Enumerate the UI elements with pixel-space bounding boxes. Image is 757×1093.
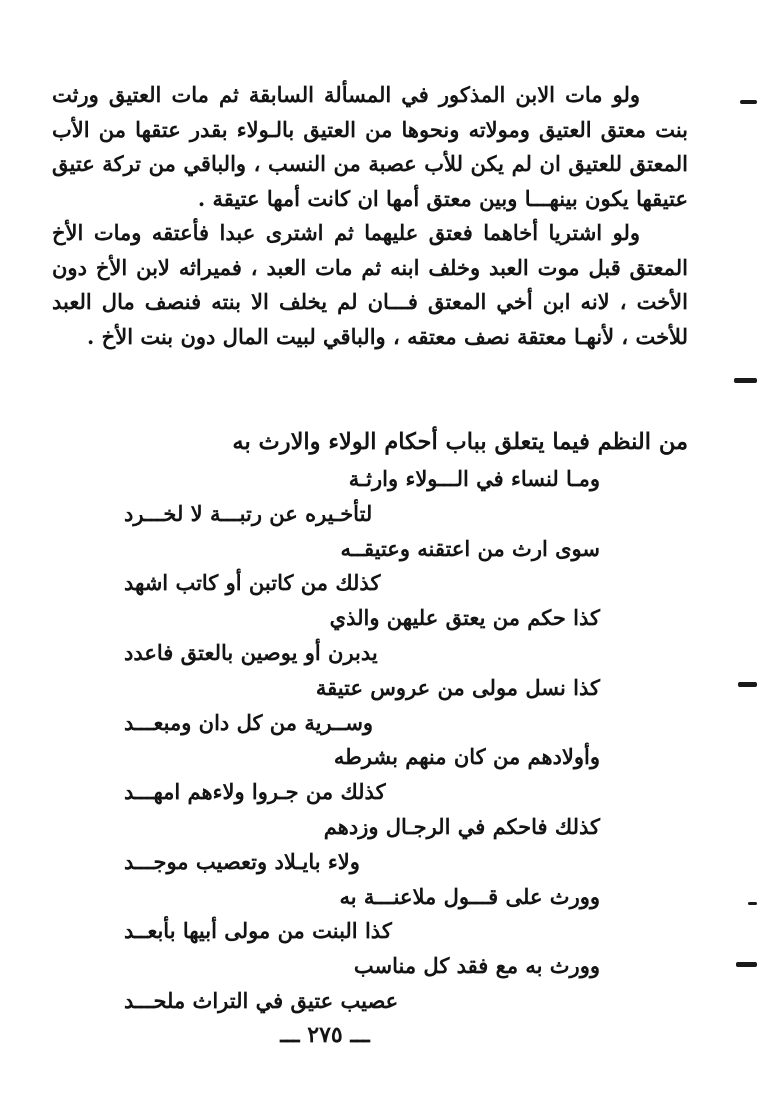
section-heading: من النظم فيما يتعلق بباب أحكام الولاء والارث به (232, 429, 688, 455)
poem-verse: عصيب عتيق في التراث ملحـــد (124, 987, 399, 1013)
margin-mark (748, 902, 757, 905)
poem-verse: وســرية من كل دان ومبعـــد (124, 709, 374, 735)
poem-verse: كذلك من جـروا ولاءهم امهـــد (124, 779, 386, 805)
poem-verse: كذا البنت من مولى أبيها بأبعــد (124, 918, 392, 944)
poem-verse: ولاء بايـلاد وتعصيب موجـــد (124, 848, 360, 874)
poem-verse: كذا نسل مولى من عروس عتيقة (315, 674, 600, 700)
poem-verse: وأولادهم من كان منهم بشرطه (333, 744, 600, 770)
poem-verse: لتأخـيره عن رتبـــة لا لخـــرد (124, 500, 373, 526)
prose-paragraph: ولو مات الابن المذكور في المسألة السابقة ثم مات العتيق ورثت بنت معتق العتيق ومولاته ونحوها من العتيق بالـولاء بقدر عتقها من الأب المعتق للعتيق ان لم يكن للأب عصبة من النسب ، والباقي من تركة عتيق عتيقها يكون بينهـــا وبين معتق أمها ان كانت أمها عتيقة . (52, 82, 688, 211)
poem-verse: كذا حكم من يعتق عليهن والذي (329, 605, 600, 631)
margin-mark (734, 378, 757, 383)
margin-mark (738, 682, 757, 687)
poem-verse: ومـا لنساء في الـــولاء وارثـة (348, 466, 600, 491)
poem-verse: يدبرن أو يوصين بالعتق فاعدد (124, 639, 378, 665)
poem-verse: وورث على قـــول ملاعنـــة به (339, 883, 600, 909)
poem-verse: كذلك من كاتبن أو كاتب اشهد (124, 570, 381, 596)
margin-mark (736, 962, 757, 967)
margin-mark (740, 100, 757, 104)
poem-verse: وورث به مع فقد كل مناسب (353, 953, 600, 979)
poem (110, 462, 600, 1019)
poem-verse: كذلك فاحكم في الرجـال وزدهم (323, 813, 600, 839)
poem-verse: سوى ارث من اعتقنه وعتيقــه (340, 535, 600, 561)
prose-paragraph: ولو اشتريا أخاهما فعتق عليهما ثم اشترى عبدا فأعتقه ومات الأخ المعتق قبل موت العبد وخلف ابنه ثم مات العبد ، فميراثه لابن الأخ دون الأخت ، لانه ابن أخي المعتق فـــان لم يخلف الا بنته فنصف مال العبد للأخت ، لأنهـا معتقة نصف معتقه ، والباقي لبيت المال دون بنت الأخ . (52, 220, 688, 349)
prose-section (52, 78, 688, 354)
page-number: ـــ ٢٧٥ ـــ (280, 1022, 370, 1048)
